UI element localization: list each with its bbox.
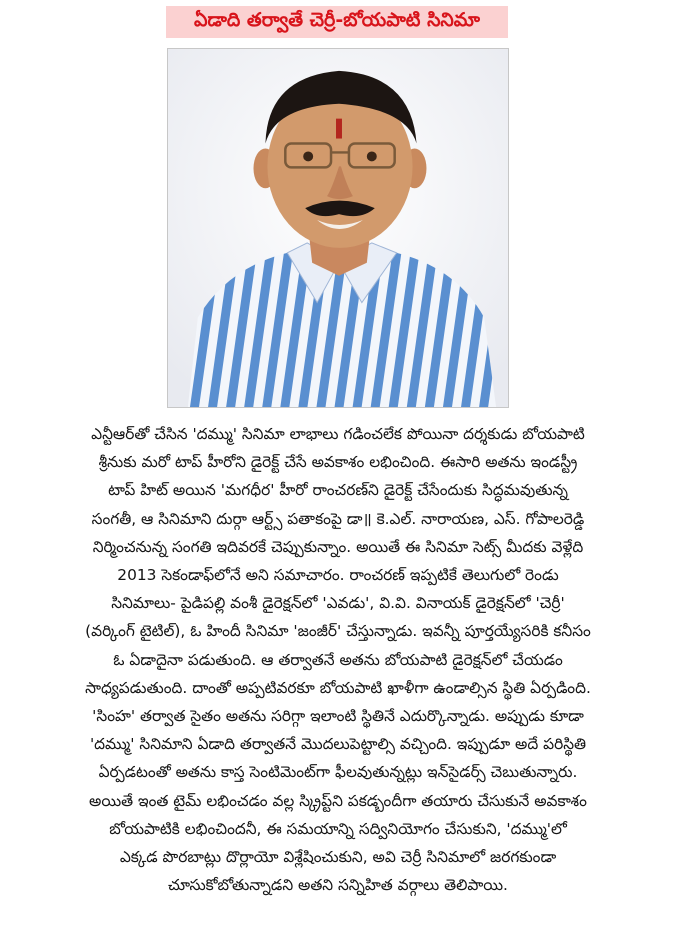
article-line: సినిమాలు- పైడిపల్లి వంశీ డైరెక్షన్‌లో 'ఎవడు', వి.వి. వినాయక్ డైరెక్షన్‌లో 'చెర్రీ' <box>111 594 565 613</box>
headline-banner <box>166 6 508 38</box>
article-line: సాధ్యపడుతుంది. దాంతో అప్పటివరకూ బోయపాటి ఖాళీగా ఉండాల్సిన స్థితి ఏర్పడింది. <box>85 678 591 697</box>
article-line: ఏర్పడటంతో అతను కాస్త సెంటిమెంట్‌గా ఫీలవుతున్నట్లు ఇన్‌సైడర్స్ చెబుతున్నారు. <box>98 763 578 782</box>
article-line: 'సింహ' తర్వాత సైతం అతను సరిగ్గా ఇలాంటి స్థితినే ఎదుర్కొన్నాడు. అప్పుడు కూడా <box>92 707 584 726</box>
article-line: సంగతీ, ఆ సినిమాని దుర్గా ఆర్ట్స్ పతాకంపై డా॥ కె.ఎల్. నారాయణ, ఎస్. గోపాలరెడ్డి <box>91 509 585 528</box>
article-line: (వర్కింగ్ టైటిల్), ఓ హిందీ సినిమా 'జంజీర్' చేస్తున్నాడు. ఇవన్నీ పూర్తయ్యేసరికి కనీసం <box>85 622 591 641</box>
article-line: ఎక్కడ పొరబాట్లు దొర్లాయో విశ్లేషించుకుని, అవి చెర్రీ సినిమాలో జరగకుండా <box>119 848 557 867</box>
portrait-illustration <box>168 49 508 407</box>
director-portrait-photo <box>167 48 509 408</box>
article-line: ఓ ఏడాదైనా పడుతుంది. ఆ తర్వాతనే అతను బోయపాటి డైరెక్షన్‌లో చేయడం <box>113 650 563 669</box>
article-line: చూసుకోబోతున్నాడని అతని సన్నిహిత వర్గాలు తెలిపాయి. <box>168 876 508 895</box>
article-line: 'దమ్ము' సినిమాని ఏడాది తర్వాతనే మొదలుపెట్టాల్సి వచ్చింది. ఇప్పుడూ అదే పరిస్థితి <box>89 735 587 754</box>
article-body <box>24 420 652 899</box>
headline-text: ఏడాది తర్వాతే చెర్రీ-బోయపాటి సినిమా <box>194 8 480 31</box>
article-line: శ్రీనుకు మరో టాప్ హీరోని డైరెక్ట్ చేసే అవకాశం లభించింది. ఈసారి అతను ఇండస్ట్రీ <box>98 453 578 472</box>
article-line: ఎన్టీఆర్‌తో చేసిన 'దమ్ము' సినిమా లాభాలు గడించలేక పోయినా దర్శకుడు బోయపాటి <box>91 425 585 443</box>
article-line: నిర్మించనున్న సంగతి ఇదివరకే చెప్పుకున్నాం. అయితే ఈ సినిమా సెట్స్ మీదకు వెళ్లేది <box>92 537 584 556</box>
article-line: 2013 సెకండాఫ్‌లోనే అని సమాచారం. రాంచరణ్ ఇప్పటికే తెలుగులో రెండు <box>117 566 559 585</box>
article-line: టాప్ హిట్ అయిన 'మగధీర' హీరో రాంచరణ్‌ని డైరెక్ట్ చేసేందుకు సిద్ధమవుతున్న <box>108 481 568 500</box>
article-line: బోయపాటికి లభించిందనీ, ఈ సమయాన్ని సద్వినియోగం చేసుకుని, 'దమ్ము'లో <box>109 819 567 838</box>
article-line: అయితే ఇంత టైమ్ లభించడం వల్ల స్క్రిప్ట్‌ని పకడ్బందీగా తయారు చేసుకునే అవకాశం <box>89 791 587 810</box>
